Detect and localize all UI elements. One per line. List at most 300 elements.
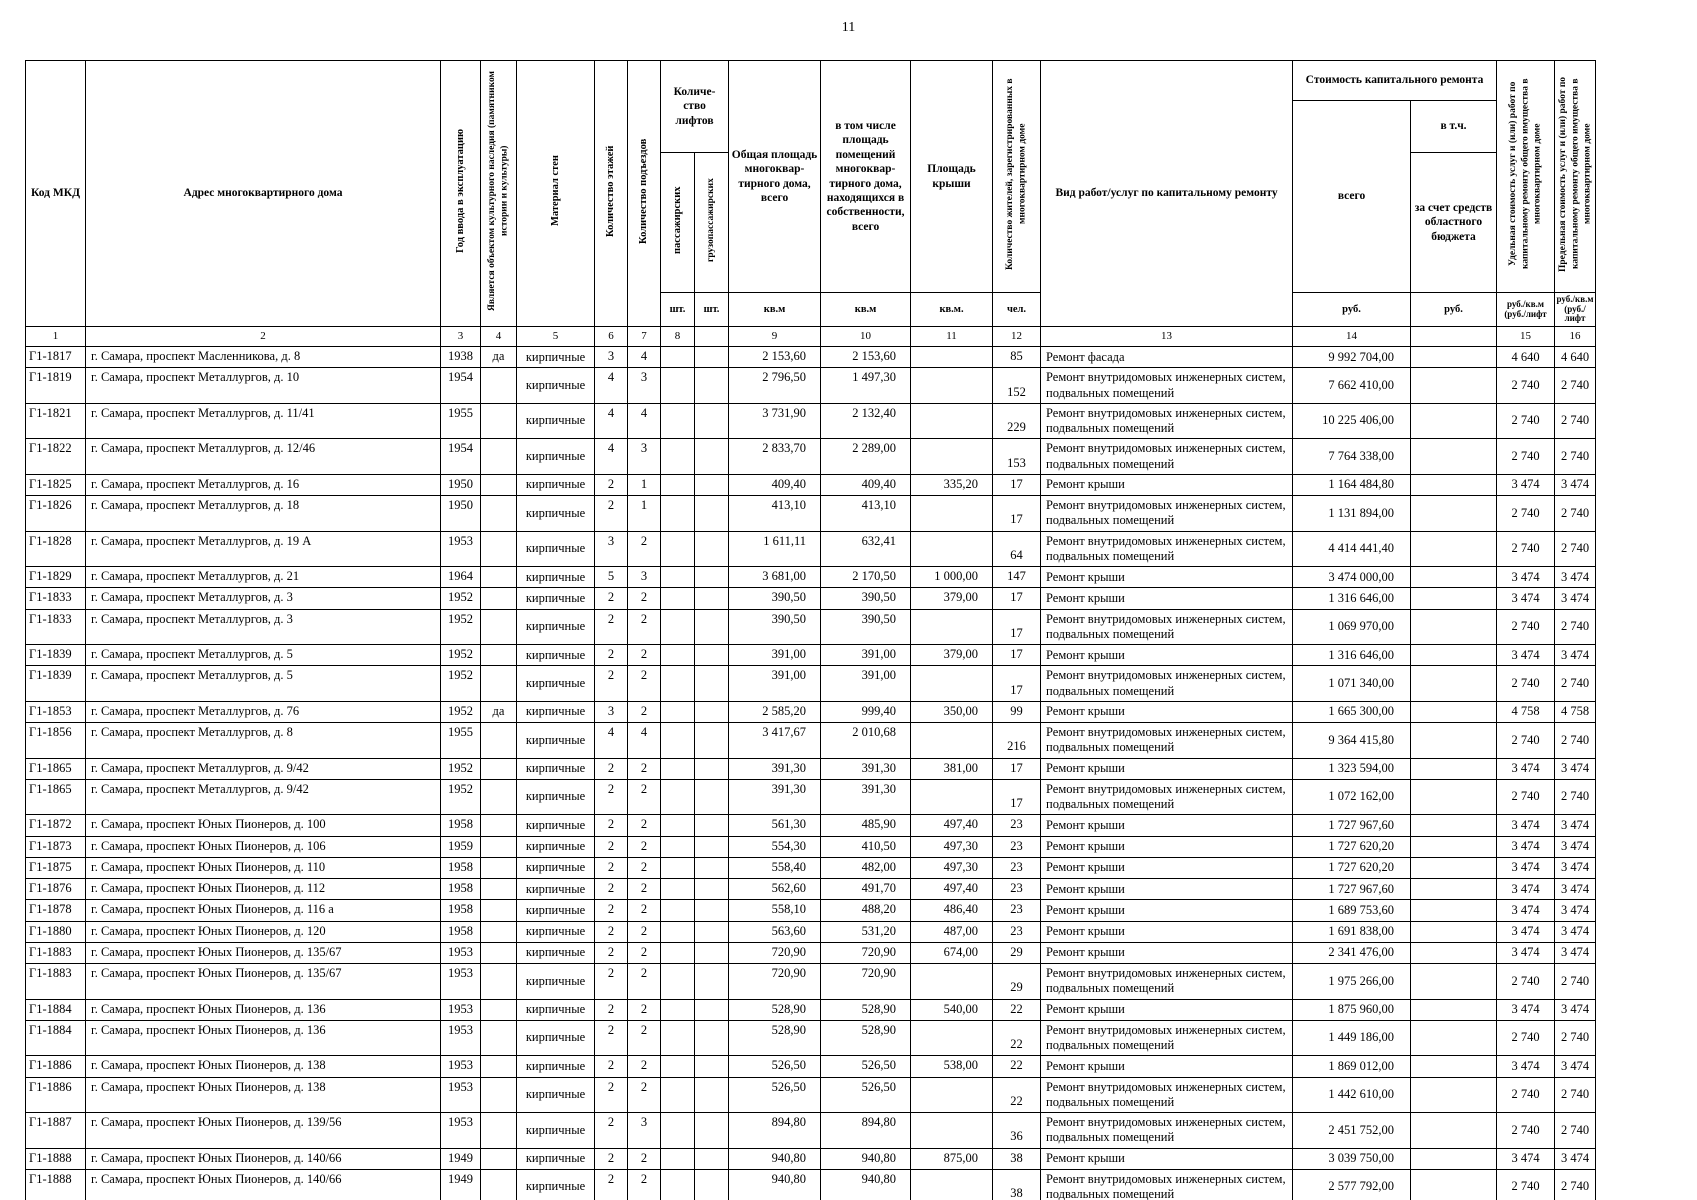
cell-total-area: 558,10 [729, 900, 821, 921]
cell-max-cost: 2 740 [1555, 1113, 1596, 1149]
table-row [26, 779, 1596, 815]
cell-mkd-code: Г1-1833 [26, 588, 86, 609]
table-row [26, 879, 1596, 900]
unit-unit-cost: руб./кв.м (руб./лифт [1497, 293, 1555, 327]
cell-wall-material: кирпичные [517, 368, 595, 404]
cell-total-area: 562,60 [729, 879, 821, 900]
header-mkd-code: Код МКД [26, 61, 86, 327]
cell-cost-total: 1 071 340,00 [1293, 666, 1411, 702]
cell-cost-budget [1411, 815, 1497, 836]
cell-lifts-cargo [695, 836, 729, 857]
repair-program-table [25, 60, 1596, 1200]
cell-total-area: 391,30 [729, 758, 821, 779]
cell-total-area: 2 153,60 [729, 347, 821, 368]
cell-commissioning-year: 1953 [441, 942, 481, 963]
cell-residents-count: 64 [993, 531, 1041, 567]
cell-cost-total: 3 039 750,00 [1293, 1148, 1411, 1169]
cell-work-type: Ремонт фасада [1041, 347, 1293, 368]
cell-cost-total: 1 727 620,20 [1293, 836, 1411, 857]
cell-roof-area: 674,00 [911, 942, 993, 963]
cell-commissioning-year: 1949 [441, 1148, 481, 1169]
cell-cost-total: 1 069 970,00 [1293, 609, 1411, 645]
cell-lifts-cargo [695, 1148, 729, 1169]
cell-owned-area: 409,40 [821, 474, 911, 495]
cell-lifts-passenger [661, 666, 695, 702]
table-row [26, 1169, 1596, 1200]
cell-wall-material: кирпичные [517, 588, 595, 609]
col-number [1411, 327, 1497, 347]
cell-roof-area: 497,30 [911, 836, 993, 857]
cell-wall-material: кирпичные [517, 474, 595, 495]
cell-roof-area: 335,20 [911, 474, 993, 495]
cell-owned-area: 720,90 [821, 942, 911, 963]
cell-cost-total: 1 449 186,00 [1293, 1020, 1411, 1056]
cell-cost-total: 2 341 476,00 [1293, 942, 1411, 963]
cell-cost-total: 9 364 415,80 [1293, 723, 1411, 759]
cell-cost-budget [1411, 779, 1497, 815]
cell-work-type: Ремонт крыши [1041, 815, 1293, 836]
cell-owned-area: 391,30 [821, 758, 911, 779]
header-cost-incl: в т.ч. [1411, 101, 1497, 153]
cell-owned-area: 999,40 [821, 701, 911, 722]
cell-owned-area: 2 132,40 [821, 403, 911, 439]
cell-roof-area: 487,00 [911, 921, 993, 942]
table-row [26, 1077, 1596, 1113]
cell-heritage-flag [481, 723, 517, 759]
cell-address: г. Самара, проспект Юных Пионеров, д. 136 [86, 1020, 441, 1056]
cell-lifts-passenger [661, 645, 695, 666]
cell-roof-area [911, 1169, 993, 1200]
cell-owned-area: 391,00 [821, 666, 911, 702]
cell-heritage-flag [481, 609, 517, 645]
col-number: 13 [1041, 327, 1293, 347]
cell-floors-count: 2 [595, 779, 628, 815]
cell-owned-area: 531,20 [821, 921, 911, 942]
cell-entrances-count: 2 [628, 758, 661, 779]
cell-address: г. Самара, проспект Юных Пионеров, д. 106 [86, 836, 441, 857]
header-address: Адрес многоквартирного дома [86, 61, 441, 327]
cell-owned-area: 2 010,68 [821, 723, 911, 759]
cell-commissioning-year: 1953 [441, 1056, 481, 1077]
cell-address: г. Самара, проспект Юных Пионеров, д. 135/67 [86, 942, 441, 963]
cell-entrances-count: 2 [628, 879, 661, 900]
cell-cost-total: 2 577 792,00 [1293, 1169, 1411, 1200]
cell-max-cost: 2 740 [1555, 496, 1596, 532]
cell-entrances-count: 3 [628, 567, 661, 588]
cell-floors-count: 2 [595, 1113, 628, 1149]
cell-heritage-flag [481, 588, 517, 609]
cell-unit-cost: 4 758 [1497, 701, 1555, 722]
cell-roof-area: 486,40 [911, 900, 993, 921]
cell-floors-count: 2 [595, 964, 628, 1000]
cell-max-cost: 2 740 [1555, 964, 1596, 1000]
cell-work-type: Ремонт внутридомовых инженерных систем, подвальных помещений [1041, 666, 1293, 702]
cell-lifts-cargo [695, 474, 729, 495]
cell-residents-count: 22 [993, 999, 1041, 1020]
cell-unit-cost: 3 474 [1497, 921, 1555, 942]
cell-lifts-passenger [661, 1077, 695, 1113]
cell-mkd-code: Г1-1886 [26, 1077, 86, 1113]
cell-residents-count: 23 [993, 879, 1041, 900]
cell-max-cost: 3 474 [1555, 921, 1596, 942]
cell-address: г. Самара, проспект Масленникова, д. 8 [86, 347, 441, 368]
table-row [26, 900, 1596, 921]
col-number: 10 [821, 327, 911, 347]
cell-roof-area: 875,00 [911, 1148, 993, 1169]
cell-mkd-code: Г1-1833 [26, 609, 86, 645]
cell-wall-material: кирпичные [517, 1148, 595, 1169]
cell-heritage-flag [481, 1077, 517, 1113]
cell-cost-total: 1 316 646,00 [1293, 645, 1411, 666]
cell-max-cost: 3 474 [1555, 588, 1596, 609]
cell-unit-cost: 3 474 [1497, 999, 1555, 1020]
cell-work-type: Ремонт крыши [1041, 999, 1293, 1020]
cell-work-type: Ремонт крыши [1041, 567, 1293, 588]
cell-commissioning-year: 1949 [441, 1169, 481, 1200]
cell-wall-material: кирпичные [517, 1169, 595, 1200]
cell-unit-cost: 3 474 [1497, 836, 1555, 857]
cell-address: г. Самара, проспект Металлургов, д. 10 [86, 368, 441, 404]
cell-unit-cost: 2 740 [1497, 496, 1555, 532]
cell-address: г. Самара, проспект Металлургов, д. 8 [86, 723, 441, 759]
cell-entrances-count: 2 [628, 531, 661, 567]
cell-floors-count: 4 [595, 403, 628, 439]
cell-commissioning-year: 1955 [441, 403, 481, 439]
cell-floors-count: 2 [595, 1077, 628, 1113]
header-cost-budget: за счет средств областного бюджета [1411, 153, 1497, 293]
cell-floors-count: 2 [595, 836, 628, 857]
cell-floors-count: 2 [595, 857, 628, 878]
cell-cost-total: 4 414 441,40 [1293, 531, 1411, 567]
cell-total-area: 720,90 [729, 942, 821, 963]
cell-unit-cost: 3 474 [1497, 645, 1555, 666]
cell-work-type: Ремонт внутридомовых инженерных систем, подвальных помещений [1041, 1169, 1293, 1200]
cell-lifts-cargo [695, 921, 729, 942]
cell-lifts-cargo [695, 403, 729, 439]
header-wall-material: Материал стен [517, 61, 595, 327]
cell-wall-material: кирпичные [517, 900, 595, 921]
cell-residents-count: 38 [993, 1148, 1041, 1169]
cell-mkd-code: Г1-1875 [26, 857, 86, 878]
cell-floors-count: 2 [595, 900, 628, 921]
cell-floors-count: 2 [595, 879, 628, 900]
cell-total-area: 3 417,67 [729, 723, 821, 759]
cell-heritage-flag [481, 531, 517, 567]
cell-lifts-passenger [661, 942, 695, 963]
cell-address: г. Самара, проспект Металлургов, д. 11/41 [86, 403, 441, 439]
cell-heritage-flag [481, 815, 517, 836]
cell-max-cost: 3 474 [1555, 999, 1596, 1020]
cell-address: г. Самара, проспект Металлургов, д. 9/42 [86, 779, 441, 815]
cell-owned-area: 2 289,00 [821, 439, 911, 475]
cell-mkd-code: Г1-1880 [26, 921, 86, 942]
cell-residents-count: 17 [993, 588, 1041, 609]
cell-roof-area: 497,40 [911, 879, 993, 900]
cell-address: г. Самара, проспект Металлургов, д. 21 [86, 567, 441, 588]
cell-cost-budget [1411, 1148, 1497, 1169]
cell-lifts-passenger [661, 836, 695, 857]
cell-wall-material: кирпичные [517, 403, 595, 439]
cell-cost-total: 1 727 620,20 [1293, 857, 1411, 878]
cell-entrances-count: 4 [628, 723, 661, 759]
cell-cost-budget [1411, 609, 1497, 645]
cell-unit-cost: 3 474 [1497, 1056, 1555, 1077]
cell-lifts-passenger [661, 879, 695, 900]
cell-unit-cost: 2 740 [1497, 439, 1555, 475]
cell-address: г. Самара, проспект Юных Пионеров, д. 135/67 [86, 964, 441, 1000]
cell-commissioning-year: 1953 [441, 1077, 481, 1113]
cell-work-type: Ремонт внутридомовых инженерных систем, подвальных помещений [1041, 368, 1293, 404]
cell-address: г. Самара, проспект Юных Пионеров, д. 138 [86, 1077, 441, 1113]
cell-commissioning-year: 1952 [441, 779, 481, 815]
cell-cost-total: 1 323 594,00 [1293, 758, 1411, 779]
cell-max-cost: 3 474 [1555, 1148, 1596, 1169]
cell-floors-count: 5 [595, 567, 628, 588]
cell-mkd-code: Г1-1821 [26, 403, 86, 439]
cell-heritage-flag [481, 474, 517, 495]
cell-floors-count: 2 [595, 758, 628, 779]
cell-unit-cost: 2 740 [1497, 723, 1555, 759]
cell-roof-area [911, 531, 993, 567]
cell-lifts-cargo [695, 815, 729, 836]
cell-lifts-cargo [695, 857, 729, 878]
cell-heritage-flag [481, 1148, 517, 1169]
cell-cost-budget [1411, 496, 1497, 532]
cell-wall-material: кирпичные [517, 645, 595, 666]
cell-owned-area: 526,50 [821, 1056, 911, 1077]
cell-unit-cost: 3 474 [1497, 588, 1555, 609]
cell-max-cost: 2 740 [1555, 1169, 1596, 1200]
cell-commissioning-year: 1954 [441, 439, 481, 475]
cell-lifts-passenger [661, 815, 695, 836]
cell-cost-budget [1411, 1056, 1497, 1077]
cell-total-area: 894,80 [729, 1113, 821, 1149]
cell-heritage-flag [481, 1113, 517, 1149]
cell-address: г. Самара, проспект Металлургов, д. 5 [86, 645, 441, 666]
cell-commissioning-year: 1952 [441, 645, 481, 666]
cell-mkd-code: Г1-1884 [26, 999, 86, 1020]
cell-entrances-count: 2 [628, 999, 661, 1020]
cell-lifts-passenger [661, 999, 695, 1020]
cell-cost-total: 1 164 484,80 [1293, 474, 1411, 495]
cell-address: г. Самара, проспект Юных Пионеров, д. 139/56 [86, 1113, 441, 1149]
cell-owned-area: 413,10 [821, 496, 911, 532]
cell-commissioning-year: 1952 [441, 758, 481, 779]
cell-floors-count: 3 [595, 531, 628, 567]
cell-wall-material: кирпичные [517, 921, 595, 942]
header-total-area: Общая площадь многоквар-тирного дома, всего [729, 61, 821, 293]
cell-cost-total: 1 691 838,00 [1293, 921, 1411, 942]
table-row [26, 723, 1596, 759]
cell-commissioning-year: 1952 [441, 609, 481, 645]
cell-cost-budget [1411, 666, 1497, 702]
cell-roof-area: 540,00 [911, 999, 993, 1020]
cell-cost-total: 1 665 300,00 [1293, 701, 1411, 722]
cell-entrances-count: 2 [628, 942, 661, 963]
cell-entrances-count: 2 [628, 964, 661, 1000]
cell-floors-count: 2 [595, 645, 628, 666]
cell-work-type: Ремонт крыши [1041, 1056, 1293, 1077]
cell-entrances-count: 2 [628, 1077, 661, 1113]
cell-mkd-code: Г1-1883 [26, 964, 86, 1000]
cell-max-cost: 3 474 [1555, 1056, 1596, 1077]
table-row [26, 758, 1596, 779]
cell-max-cost: 2 740 [1555, 368, 1596, 404]
cell-work-type: Ремонт внутридомовых инженерных систем, подвальных помещений [1041, 1020, 1293, 1056]
cell-cost-budget [1411, 1020, 1497, 1056]
cell-roof-area [911, 666, 993, 702]
unit-total-area: кв.м [729, 293, 821, 327]
cell-lifts-passenger [661, 439, 695, 475]
cell-lifts-passenger [661, 723, 695, 759]
cell-address: г. Самара, проспект Юных Пионеров, д. 100 [86, 815, 441, 836]
cell-floors-count: 2 [595, 999, 628, 1020]
cell-cost-total: 1 131 894,00 [1293, 496, 1411, 532]
cell-entrances-count: 3 [628, 439, 661, 475]
cell-work-type: Ремонт внутридомовых инженерных систем, подвальных помещений [1041, 439, 1293, 475]
cell-max-cost: 2 740 [1555, 779, 1596, 815]
cell-address: г. Самара, проспект Юных Пионеров, д. 112 [86, 879, 441, 900]
col-number: 5 [517, 327, 595, 347]
cell-roof-area: 381,00 [911, 758, 993, 779]
cell-commissioning-year: 1954 [441, 368, 481, 404]
table-row [26, 1113, 1596, 1149]
cell-lifts-passenger [661, 900, 695, 921]
cell-work-type: Ремонт внутридомовых инженерных систем, подвальных помещений [1041, 1077, 1293, 1113]
cell-owned-area: 940,80 [821, 1169, 911, 1200]
cell-floors-count: 3 [595, 347, 628, 368]
cell-residents-count: 29 [993, 964, 1041, 1000]
cell-lifts-cargo [695, 723, 729, 759]
cell-owned-area: 2 170,50 [821, 567, 911, 588]
table-row [26, 439, 1596, 475]
cell-lifts-passenger [661, 347, 695, 368]
cell-lifts-passenger [661, 1056, 695, 1077]
cell-unit-cost: 4 640 [1497, 347, 1555, 368]
cell-max-cost: 3 474 [1555, 815, 1596, 836]
cell-lifts-cargo [695, 609, 729, 645]
cell-unit-cost: 3 474 [1497, 879, 1555, 900]
cell-wall-material: кирпичные [517, 567, 595, 588]
cell-entrances-count: 2 [628, 921, 661, 942]
table-row [26, 815, 1596, 836]
cell-lifts-cargo [695, 999, 729, 1020]
cell-heritage-flag [481, 758, 517, 779]
header-work-type: Вид работ/услуг по капитальному ремонту [1041, 61, 1293, 327]
cell-work-type: Ремонт внутридомовых инженерных систем, подвальных помещений [1041, 779, 1293, 815]
cell-cost-total: 2 451 752,00 [1293, 1113, 1411, 1149]
cell-floors-count: 2 [595, 1020, 628, 1056]
cell-total-area: 391,30 [729, 779, 821, 815]
cell-entrances-count: 2 [628, 815, 661, 836]
cell-work-type: Ремонт крыши [1041, 645, 1293, 666]
unit-residents: чел. [993, 293, 1041, 327]
cell-work-type: Ремонт крыши [1041, 701, 1293, 722]
cell-residents-count: 17 [993, 474, 1041, 495]
header-floors: Количество этажей [595, 61, 628, 327]
cell-entrances-count: 2 [628, 609, 661, 645]
cell-cost-budget [1411, 1077, 1497, 1113]
cell-cost-budget [1411, 645, 1497, 666]
cell-heritage-flag [481, 403, 517, 439]
cell-lifts-cargo [695, 531, 729, 567]
cell-residents-count: 17 [993, 779, 1041, 815]
cell-lifts-passenger [661, 1148, 695, 1169]
cell-max-cost: 2 740 [1555, 1077, 1596, 1113]
cell-total-area: 3 681,00 [729, 567, 821, 588]
cell-entrances-count: 2 [628, 836, 661, 857]
col-number: 3 [441, 327, 481, 347]
cell-wall-material: кирпичные [517, 666, 595, 702]
cell-commissioning-year: 1964 [441, 567, 481, 588]
cell-lifts-passenger [661, 1020, 695, 1056]
table-row [26, 999, 1596, 1020]
cell-unit-cost: 3 474 [1497, 815, 1555, 836]
col-number: 2 [86, 327, 441, 347]
cell-max-cost: 2 740 [1555, 609, 1596, 645]
cell-lifts-cargo [695, 588, 729, 609]
cell-owned-area: 526,50 [821, 1077, 911, 1113]
cell-roof-area [911, 439, 993, 475]
cell-total-area: 391,00 [729, 666, 821, 702]
table-row [26, 531, 1596, 567]
cell-unit-cost: 2 740 [1497, 666, 1555, 702]
cell-cost-total: 1 689 753,60 [1293, 900, 1411, 921]
cell-cost-budget [1411, 836, 1497, 857]
cell-floors-count: 4 [595, 723, 628, 759]
cell-unit-cost: 2 740 [1497, 403, 1555, 439]
cell-residents-count: 23 [993, 921, 1041, 942]
cell-wall-material: кирпичные [517, 964, 595, 1000]
cell-wall-material: кирпичные [517, 857, 595, 878]
cell-owned-area: 410,50 [821, 836, 911, 857]
cell-lifts-passenger [661, 857, 695, 878]
cell-lifts-cargo [695, 964, 729, 1000]
cell-cost-budget [1411, 1113, 1497, 1149]
cell-lifts-cargo [695, 567, 729, 588]
cell-max-cost: 3 474 [1555, 474, 1596, 495]
cell-total-area: 940,80 [729, 1169, 821, 1200]
page-number: 11 [841, 20, 856, 35]
cell-entrances-count: 2 [628, 900, 661, 921]
cell-total-area: 558,40 [729, 857, 821, 878]
cell-total-area: 3 731,90 [729, 403, 821, 439]
cell-unit-cost: 2 740 [1497, 609, 1555, 645]
cell-floors-count: 2 [595, 609, 628, 645]
cell-wall-material: кирпичные [517, 609, 595, 645]
table-row [26, 567, 1596, 588]
cell-cost-total: 1 869 012,00 [1293, 1056, 1411, 1077]
cell-owned-area: 390,50 [821, 588, 911, 609]
cell-unit-cost: 3 474 [1497, 942, 1555, 963]
cell-unit-cost: 3 474 [1497, 900, 1555, 921]
cell-roof-area [911, 1020, 993, 1056]
cell-mkd-code: Г1-1825 [26, 474, 86, 495]
cell-roof-area: 497,40 [911, 815, 993, 836]
cell-work-type: Ремонт крыши [1041, 836, 1293, 857]
cell-wall-material: кирпичные [517, 701, 595, 722]
cell-wall-material: кирпичные [517, 439, 595, 475]
cell-wall-material: кирпичные [517, 1020, 595, 1056]
unit-cost-budget: руб. [1411, 293, 1497, 327]
cell-residents-count: 85 [993, 347, 1041, 368]
cell-total-area: 528,90 [729, 999, 821, 1020]
cell-cost-budget [1411, 567, 1497, 588]
cell-total-area: 1 611,11 [729, 531, 821, 567]
cell-lifts-cargo [695, 879, 729, 900]
cell-address: г. Самара, проспект Юных Пионеров, д. 138 [86, 1056, 441, 1077]
cell-roof-area: 379,00 [911, 588, 993, 609]
